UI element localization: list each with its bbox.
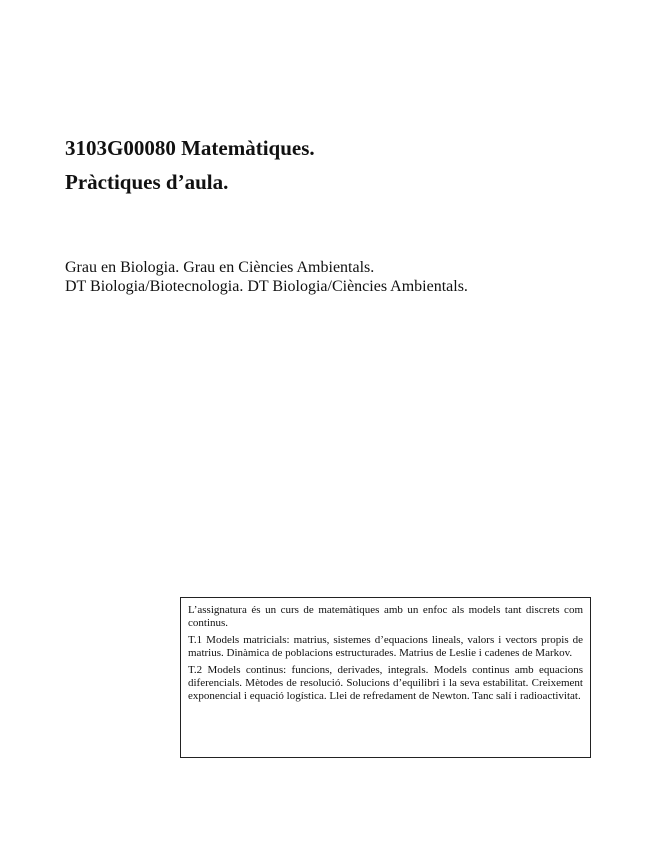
degree-line-2: DT Biologia/Biotecnologia. DT Biologia/Ciències Ambientals. — [65, 278, 468, 295]
course-summary-box — [180, 597, 591, 758]
title-subtitle-line: Pràctiques d’aula. — [65, 170, 229, 194]
degree-programs — [65, 258, 625, 296]
summary-topic-1: T.1 Models matricials: matrius, sistemes d’equacions lineals, valors i vectors propis de matrius. Dinàmica de poblacions estructurades. Matrius de Leslie i cadenes de Markov. — [188, 634, 583, 659]
title-course-line: 3103G00080 Matemàtiques. — [65, 136, 315, 160]
page-title — [65, 131, 605, 199]
summary-intro: L’assignatura és un curs de matemàtiques amb un enfoc als models tant discrets com continus. — [188, 604, 583, 629]
degree-line-1: Grau en Biologia. Grau en Ciències Ambientals. — [65, 259, 375, 276]
summary-topic-2: T.2 Models continus: funcions, derivades, integrals. Models continus amb equacions diferencials. Mètodes de resolució. Solucions d’equilibri i la seva estabilitat. Creixement exponencial i equació logística. Llei de refredament de Newton. Tanc salí i radioactivitat. — [188, 664, 583, 702]
